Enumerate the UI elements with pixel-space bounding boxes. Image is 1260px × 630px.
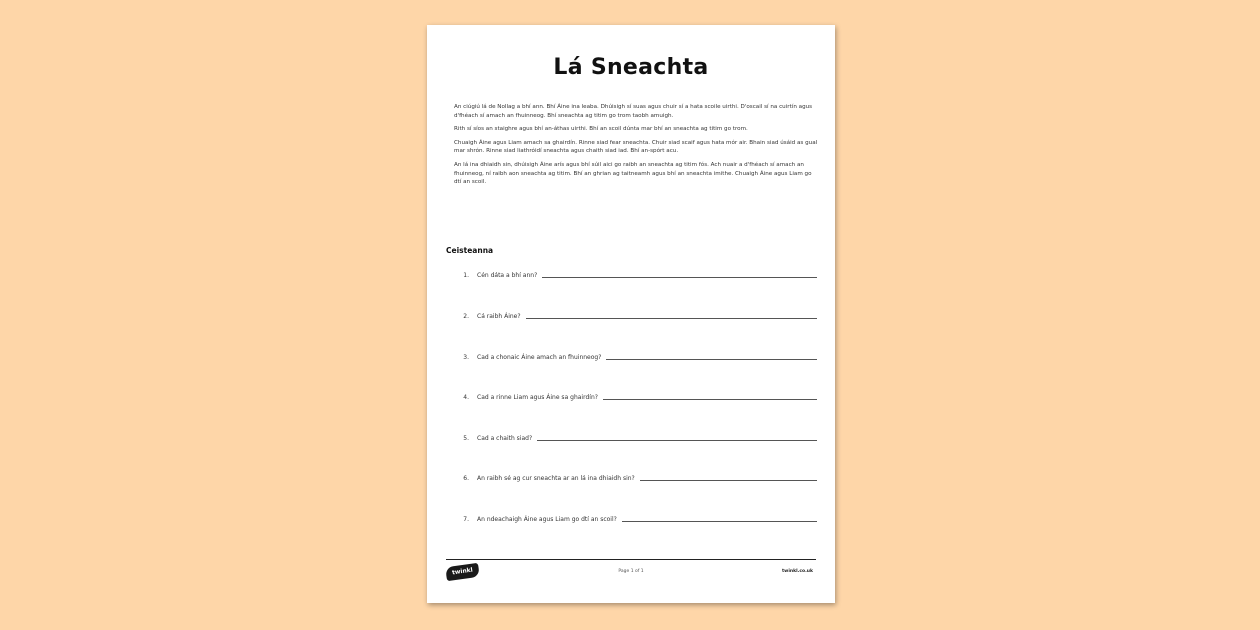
question-number: 3. <box>463 354 469 361</box>
answer-line[interactable] <box>542 277 817 278</box>
question-number: 5. <box>463 435 469 442</box>
answer-line[interactable] <box>526 318 817 319</box>
question-item <box>455 391 817 401</box>
question-item <box>455 269 817 279</box>
question-text: An raibh sé ag cur sneachta ar an lá ina dhiaidh sin? <box>477 475 635 482</box>
site-url: twinkl.co.uk <box>782 569 813 574</box>
question-item <box>455 351 817 361</box>
story-paragraph: An lá ina dhiaidh sin, dhúisigh Áine arís agus bhí súil aici go raibh an sneachta ag titim fós. Ach nuair a d'fhéach sí amach an fhuinneog, ní raibh aon sneachta ag titim. Bhí an ghrian ag taitneamh agus bhí an sneachta imithe. Chuaigh Áine agus Liam go dtí an scoil. <box>454 161 812 186</box>
questions-heading: Ceisteanna <box>446 246 494 255</box>
question-number: 1. <box>463 272 469 279</box>
story-paragraph: Chuaigh Áine agus Liam amach sa ghairdín. Rinne siad fear sneachta. Chuir siad scaif agus hata mór air. Bhain siad úsáid as gual mar shrón. Rinne siad liathróidí sneachta agus chaith siad iad. Bhí an-spórt acu. <box>454 139 818 155</box>
question-item <box>455 513 817 523</box>
question-item <box>455 432 817 442</box>
question-list <box>455 25 817 603</box>
question-number: 6. <box>463 475 469 482</box>
page-number: Page 1 of 1 <box>618 569 644 574</box>
worksheet-page <box>427 25 835 603</box>
answer-line[interactable] <box>622 521 817 522</box>
question-number: 7. <box>463 516 469 523</box>
question-text: An ndeachaigh Áine agus Liam go dtí an scoil? <box>477 516 617 523</box>
answer-line[interactable] <box>640 480 817 481</box>
answer-line[interactable] <box>537 440 817 441</box>
question-text: Cá raibh Áine? <box>477 313 521 320</box>
story-paragraph: An ciúgiú lá de Nollag a bhí ann. Bhí Áine ina leaba. Dhúisigh sí suas agus chuir sí a hata scoile uirthi. D'oscail sí na cuirtín agus d'fhéach sí amach an fhuinneog. Bhí sneachta ag titim go trom taobh amuigh. <box>454 104 813 119</box>
question-item <box>455 310 817 320</box>
footer-divider <box>446 559 816 560</box>
question-text: Cad a rinne Liam agus Áine sa ghairdín? <box>477 394 598 401</box>
question-text: Cad a chonaic Áine amach an fhuinneog? <box>477 354 602 361</box>
twinkl-logo: twinkl <box>445 563 480 581</box>
story-paragraph: Rith sí síos an staighre agus bhí an-áthas uirthi. Bhí an scoil dúnta mar bhí an sneachta ag titim go trom. <box>454 126 748 133</box>
answer-line[interactable] <box>606 359 817 360</box>
question-number: 4. <box>463 394 469 401</box>
question-number: 2. <box>463 313 469 320</box>
page-title: Lá Sneachta <box>553 55 709 80</box>
question-item <box>455 472 817 482</box>
question-text: Cén dáta a bhí ann? <box>477 272 538 279</box>
question-text: Cad a chaith siad? <box>477 435 533 442</box>
answer-line[interactable] <box>603 399 817 400</box>
